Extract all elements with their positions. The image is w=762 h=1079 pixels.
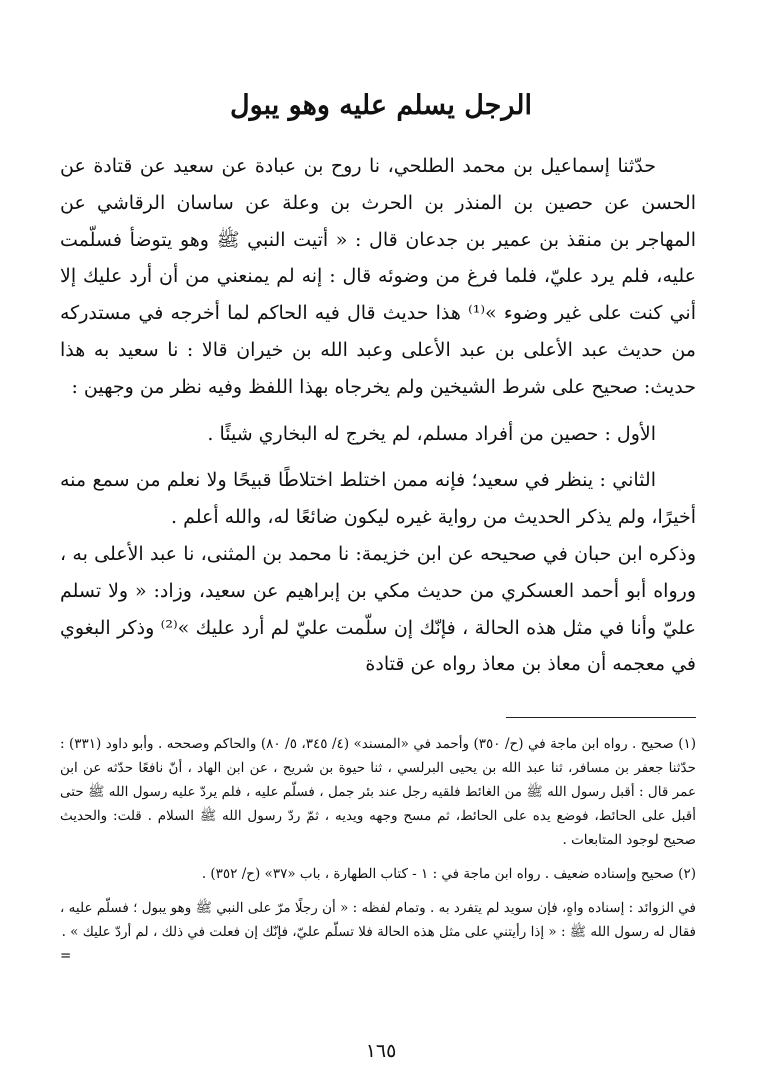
main-text xyxy=(60,148,696,683)
paragraph-first-point: الأول : حصين من أفراد مسلم، لم يخرج له البخاري شيئًا . xyxy=(207,422,656,445)
page-number: ١٦٥ xyxy=(365,1040,397,1062)
footnote-1: (١) صحيح . رواه ابن ماجة في (ح/ ٣٥٠) وأحمد في «المسند» (٤/ ٣٤٥، ٥/ ٨٠) والحاكم وصححه . وأبو داود (٣٣١) : حدّثنا جعفر بن مسافر، ثنا عبد الله بن يحيى البرلسي ، ثنا حيوة بن شريح ، عن ابن الهاد ، أنّ نافعًا حدّثه عن ابن عمر قال : أقبل رسول الله ﷺ من الغائط فلقيه رجل عند بئر جمل ، فسلّم عليه ، فلم يردّ عليه رسول الله ﷺ حتى أقبل على الحائط، فوضع يده على الحائط، ثم مسح وجهه ويديه ، ثمّ ردّ رسول الله ﷺ السلام . قلت: والحديث صحيح لوجود المتابعات . xyxy=(60,736,697,848)
chapter-title: الرجل يسلم عليه وهو يبول xyxy=(230,90,532,121)
continuation-mark: = xyxy=(60,948,72,964)
footnote-2: (٢) صحيح وإسناده ضعيف . رواه ابن ماجة في : ١ - كتاب الطهارة ، باب «٣٧» (ح/ ٣٥٢) . xyxy=(201,866,696,882)
footnote-divider xyxy=(506,717,696,718)
footnote-2-continued xyxy=(60,896,696,964)
paragraph-second-point: الثاني : ينظر في سعيد؛ فإنه ممن اختلط اختلاطًا قبيحًا ولا نعلم من سمع منه أخيرًا، ولم يذكر الحديث من رواية غيره ليكون ضائعًا له، والله أعلم . xyxy=(60,469,696,529)
paragraph-ibn-hibban: وذكره ابن حبان في صحيحه عن ابن خزيمة: نا محمد بن المثنى، نا عبد الأعلى به ، ورواه أبو أحمد العسكري من حديث مكي بن إبراهيم عن سعيد، وزاد: « ولا تسلم عليّ وأنا في مثل هذه الحالة ، فإنّك إن سلّمت عليّ لم أرد عليك »⁽²⁾ وذكر البغوي في معجمه أن معاذ بن معاذ رواه عن قتادة xyxy=(60,542,696,676)
paragraph-hadith: حدّثنا إسماعيل بن محمد الطلحي، نا روح بن عبادة عن سعيد عن قتادة عن الحسن عن حصين بن المنذر بن الحرث بن وعلة عن ساسان الرقاشي عن المهاجر بن منقذ بن عمير بن جدعان قال : « أتيت النبي ﷺ وهو يتوضأ فسلّمت عليه، فلم يرد عليّ، فلما فرغ من وضوئه قال : إنه لم يمنعني من أن أرد عليك إلا أني كنت على غير وضوء »⁽¹⁾ هذا حديث قال فيه الحاكم لما أخرجه في مستدركه من حديث عبد الأعلى بن عبد الأعلى وعبد الله بن خيران قالا : نا سعيد به هذا حديث: صحيح على شرط الشيخين ولم يخرجاه بهذا اللفظ وفيه نظر من وجهين : xyxy=(60,155,696,398)
footnote-2-text: في الزوائد : إسناده واهٍ، فإن سويد لم يتفرد به . وتمام لفظه : « أن رجلًا مرّ على النبي ﷺ وهو يبول ؛ فسلّم عليه ، فقال له رسول الله ﷺ : « إذا رأيتني على مثل هذه الحالة فلا تسلّم عليّ، فإنّك إن فعلت في ذلك ، لم أردّ عليك » . xyxy=(60,900,696,940)
footnotes xyxy=(60,732,696,968)
